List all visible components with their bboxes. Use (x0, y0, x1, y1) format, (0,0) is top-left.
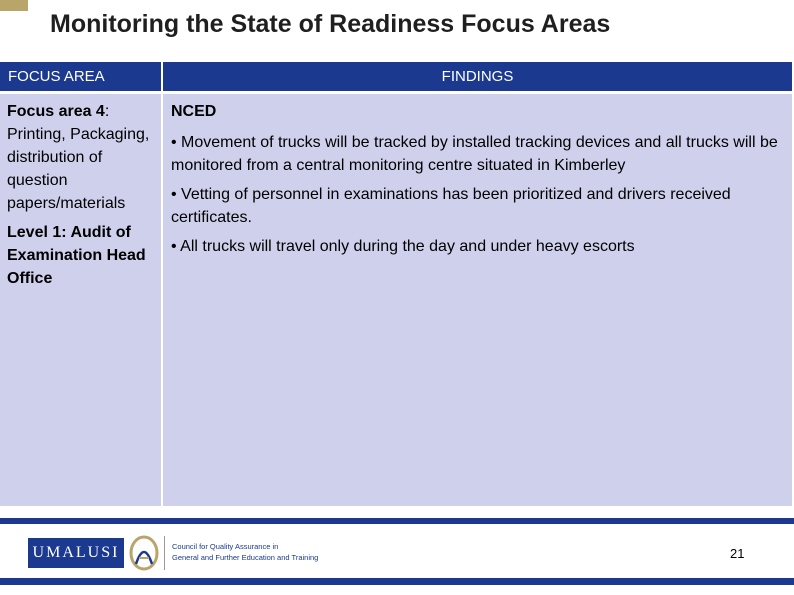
table-header-row (0, 62, 793, 93)
audit-level: Level 1: Audit of Examination Head Office (7, 224, 146, 287)
focus-area-heading: Focus area 4 (7, 103, 105, 120)
finding-bullet: • Vetting of personnel in examinations has been prioritized and drivers received certificates. (171, 186, 731, 226)
corner-accent (0, 0, 28, 11)
finding-bullet: • Movement of trucks will be tracked by installed tracking devices and all trucks will be monitored from a central monitoring centre situated in Kimberley (171, 134, 778, 174)
slide-title: Monitoring the State of Readiness Focus Areas (50, 10, 611, 38)
council-name (172, 541, 318, 563)
findings-heading: NCED (171, 103, 217, 120)
findings-cell (162, 93, 793, 507)
footer-bottom-bar (0, 578, 794, 585)
council-line-2: General and Further Education and Training (172, 553, 319, 562)
table-row (0, 93, 793, 507)
umalusi-emblem-icon (128, 534, 160, 572)
umalusi-logo: UMALUSI (28, 538, 124, 568)
focus-area-cell (0, 93, 162, 507)
finding-bullet: • All trucks will travel only during the day and under heavy escorts (171, 238, 635, 255)
focus-areas-table (0, 62, 794, 506)
header-findings: FINDINGS (162, 62, 793, 93)
header-focus-area: FOCUS AREA (0, 62, 162, 93)
page-number: 21 (730, 546, 745, 561)
footer-separator (164, 536, 165, 570)
council-line-1: Council for Quality Assurance in (172, 542, 279, 551)
footer-top-bar (0, 518, 794, 524)
focus-area-description: : Printing, Packaging, distribution of question papers/materials (7, 103, 150, 212)
